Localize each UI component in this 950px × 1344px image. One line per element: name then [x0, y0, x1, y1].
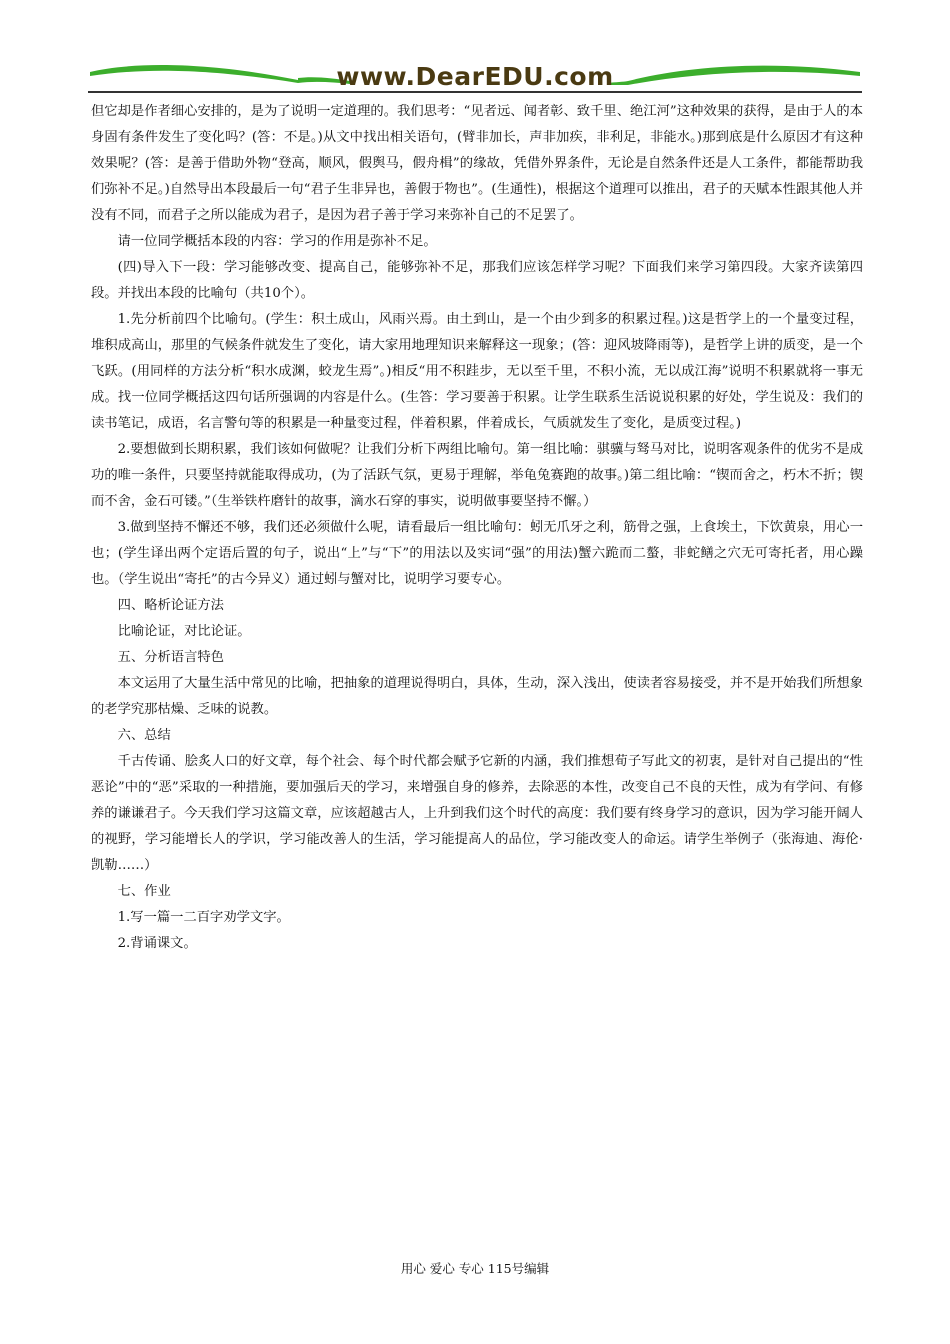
- paragraph: 本文运用了大量生活中常见的比喻，把抽象的道理说得明白，具体，生动，深入浅出，使读者容易接受，并不是开始我们所想象的老学究那枯燥、乏味的说教。: [91, 676, 863, 717]
- page-footer: 用心 爱心 专心 115号编辑: [400, 1261, 550, 1276]
- paragraph: 千古传诵、脍炙人口的好文章，每个社会、每个时代都会赋予它新的内涵，我们推想荀子写此文的初衷，是针对自己提出的“性恶论”中的“恶”采取的一种措施，要加强后天的学习，来增强自身的修养，去除恶的本性，改变自己不良的天性，成为有学问、有修养的谦谦君子。今天我们学习这篇文章，应该超越古人，上升到我们这个时代的高度：我们要有终身学习的意识，因为学习能开阔人的视野，学习能增长人的学识，学习能改善人的生活，学习能提高人的品位，学习能改变人的命运。请学生举例子（张海迪、海伦·凯勒……）: [91, 754, 863, 873]
- section-heading: 六、总结: [117, 728, 171, 743]
- paragraph: 请一位同学概括本段的内容：学习的作用是弥补不足。: [117, 234, 437, 249]
- section-heading: 七、作业: [117, 884, 171, 899]
- list-item: 1.写一篇一二百字劝学文字。: [117, 910, 290, 925]
- header-rule: [88, 91, 862, 93]
- paragraph: 2.要想做到长期积累，我们该如何做呢？让我们分析下两组比喻句。第一组比喻：骐骥与驽马对比，说明客观条件的优劣不是成功的唯一条件，只要坚持就能取得成功，(为了活跃气氛，更易于理解，举龟兔赛跑的故事。)第二组比喻：“锲而舍之，朽木不折；锲而不舍，金石可镂。”（生举铁杵磨针的故事，滴水石穿的事实，说明做事要坚持不懈。）: [91, 442, 863, 509]
- paragraph: 但它却是作者细心安排的，是为了说明一定道理的。我们思考：“见者远、闻者彰、致千里、绝江河”这种效果的获得，是由于人的本身固有条件发生了变化吗？(答：不是。)从文中找出相关语句，(臂非加长，声非加疾，非利足，非能水。)那到底是什么原因才有这种效果呢？(答：是善于借助外物“登高，顺风，假舆马，假舟楫”的缘故，凭借外界条件，无论是自然条件还是人工条件，都能帮助我们弥补不足。)自然导出本段最后一句“君子生非异也，善假于物也”。(生通性)，根据这个道理可以推出，君子的天赋本性跟其他人并没有不同，而君子之所以能成为君子，是因为君子善于学习来弥补自己的不足罢了。: [91, 104, 863, 223]
- document-body: [91, 99, 863, 957]
- site-logo-text: www.DearEDU.com: [336, 62, 614, 91]
- paragraph: 3.做到坚持不懈还不够，我们还必须做什么呢，请看最后一组比喻句：蚓无爪牙之利，筋骨之强，上食埃土，下饮黄泉，用心一也；(学生译出两个定语后置的句子，说出“上”与“下”的用法以及实词“强”的用法)蟹六跪而二螯，非蛇鳝之穴无可寄托者，用心躁也。（学生说出“寄托”的古今异义）通过蚓与蟹对比，说明学习要专心。: [91, 520, 863, 587]
- paragraph: 比喻论证，对比论证。: [117, 624, 251, 639]
- list-item: 2.背诵课文。: [117, 936, 197, 951]
- paragraph: (四)导入下一段：学习能够改变、提高自己，能够弥补不足，那我们应该怎样学习呢？下面我们来学习第四段。大家齐读第四段。并找出本段的比喻句（共10个）。: [91, 260, 863, 301]
- site-header: [88, 56, 862, 98]
- section-heading: 五、分析语言特色: [117, 650, 224, 665]
- section-heading: 四、略析论证方法: [117, 598, 224, 613]
- paragraph: 1.先分析前四个比喻句。(学生：积土成山，风雨兴焉。由土到山，是一个由少到多的积累过程。)这是哲学上的一个量变过程，堆积成高山，那里的气候条件就发生了变化，请大家用地理知识来解释这一现象；(答：迎风坡降雨等)，是哲学上讲的质变，是一个飞跃。(用同样的方法分析“积水成渊，蛟龙生焉”。)相反“用不积跬步，无以至千里，不积小流，无以成江海”说明不积累就将一事无成。找一位同学概括这四句话所强调的内容是什么。(生答：学习要善于积累。让学生联系生活说说积累的好处，学生说及：我们的读书笔记，成语，名言警句等的积累是一种量变过程，伴着积累，伴着成长，气质就发生了变化，是质变过程。): [91, 312, 863, 431]
